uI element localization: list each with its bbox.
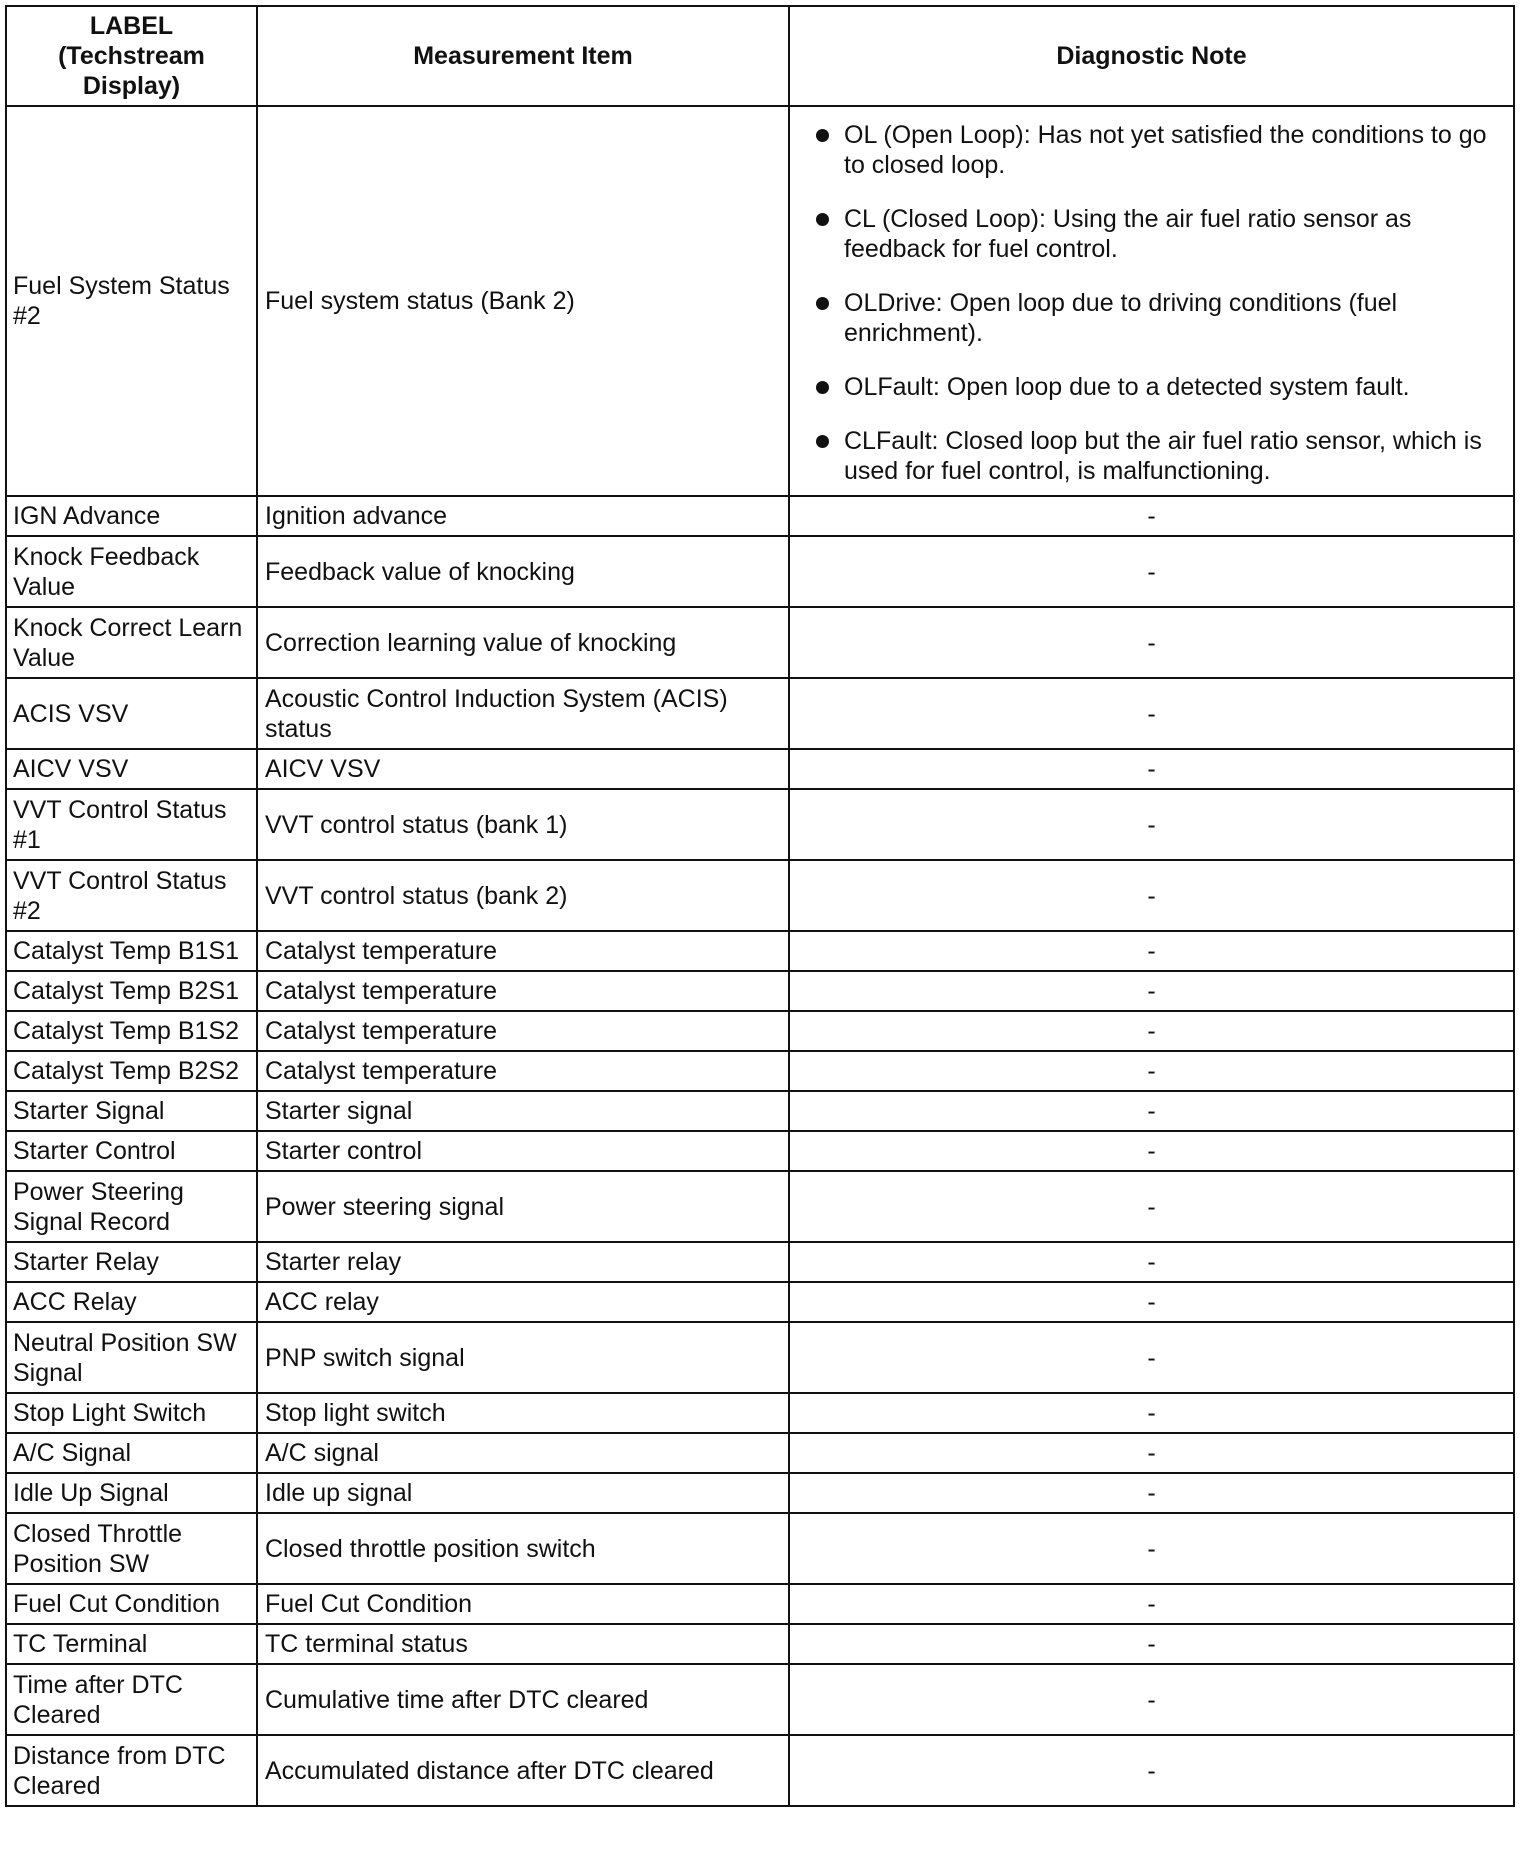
row-label: ACIS VSV — [6, 678, 257, 749]
row-label: Fuel System Status #2 — [6, 106, 257, 496]
row-label: Starter Control — [6, 1131, 257, 1171]
row-measurement-item: Accumulated distance after DTC cleared — [257, 1735, 789, 1806]
row-label: Closed Throttle Position SW — [6, 1513, 257, 1584]
row-diagnostic-note: - — [789, 1584, 1514, 1624]
header-label — [6, 6, 257, 106]
row-measurement-item: VVT control status (bank 2) — [257, 860, 789, 931]
row-label: Distance from DTC Cleared — [6, 1735, 257, 1806]
table-row — [6, 931, 1514, 971]
row-label: Catalyst Temp B1S1 — [6, 931, 257, 971]
note-bullet-olfault: OLFault: Open loop due to a detected system fault. — [814, 372, 1503, 402]
table-row — [6, 749, 1514, 789]
table-row — [6, 1242, 1514, 1282]
table-row — [6, 1051, 1514, 1091]
table-row — [6, 1513, 1514, 1584]
row-label: A/C Signal — [6, 1433, 257, 1473]
table-row — [6, 607, 1514, 678]
note-bullet-oldrive: OLDrive: Open loop due to driving conditions (fuel enrichment). — [814, 288, 1503, 348]
table-row — [6, 536, 1514, 607]
row-diagnostic-note: - — [789, 860, 1514, 931]
table-row — [6, 1131, 1514, 1171]
note-bullet-cl: CL (Closed Loop): Using the air fuel ratio sensor as feedback for fuel control. — [814, 204, 1503, 264]
row-measurement-item: PNP switch signal — [257, 1322, 789, 1393]
table-row — [6, 496, 1514, 536]
table-row — [6, 1433, 1514, 1473]
row-diagnostic-note: - — [789, 1011, 1514, 1051]
row-diagnostic-note: - — [789, 678, 1514, 749]
table-row — [6, 1624, 1514, 1664]
row-measurement-item: Ignition advance — [257, 496, 789, 536]
row-measurement-item: Power steering signal — [257, 1171, 789, 1242]
row-label: Knock Correct Learn Value — [6, 607, 257, 678]
row-diagnostic-note: - — [789, 1171, 1514, 1242]
data-list-table-wrapper — [5, 5, 1515, 1807]
row-label: Fuel Cut Condition — [6, 1584, 257, 1624]
row-measurement-item: VVT control status (bank 1) — [257, 789, 789, 860]
header-measurement-item: Measurement Item — [257, 6, 789, 106]
row-measurement-item: Catalyst temperature — [257, 971, 789, 1011]
row-measurement-item: Catalyst temperature — [257, 1051, 789, 1091]
bullet-dot-icon — [816, 381, 829, 394]
row-measurement-item: Closed throttle position switch — [257, 1513, 789, 1584]
table-row — [6, 1393, 1514, 1433]
row-diagnostic-note: - — [789, 1433, 1514, 1473]
row-label: Time after DTC Cleared — [6, 1664, 257, 1735]
row-diagnostic-note: - — [789, 1473, 1514, 1513]
row-diagnostic-note: - — [789, 1091, 1514, 1131]
row-diagnostic-note: - — [789, 1322, 1514, 1393]
bullet-dot-icon — [816, 213, 829, 226]
row-label: IGN Advance — [6, 496, 257, 536]
table-row — [6, 1473, 1514, 1513]
row-measurement-item: AICV VSV — [257, 749, 789, 789]
header-label-text: LABEL (Techstream Display) — [58, 12, 205, 100]
table-row — [6, 971, 1514, 1011]
row-label: TC Terminal — [6, 1624, 257, 1664]
row-diagnostic-note: - — [789, 749, 1514, 789]
row-label: Idle Up Signal — [6, 1473, 257, 1513]
bullet-dot-icon — [816, 129, 829, 142]
row-label: Starter Relay — [6, 1242, 257, 1282]
row-diagnostic-note: - — [789, 1051, 1514, 1091]
row-measurement-item: Idle up signal — [257, 1473, 789, 1513]
table-row — [6, 1735, 1514, 1806]
bullet-dot-icon — [816, 297, 829, 310]
row-label: Stop Light Switch — [6, 1393, 257, 1433]
row-measurement-item: Cumulative time after DTC cleared — [257, 1664, 789, 1735]
row-measurement-item: Catalyst temperature — [257, 931, 789, 971]
row-diagnostic-note: - — [789, 931, 1514, 971]
data-list-table — [5, 5, 1515, 1807]
note-bullet-list — [814, 120, 1503, 486]
row-label: Catalyst Temp B2S1 — [6, 971, 257, 1011]
row-diagnostic-note: - — [789, 1393, 1514, 1433]
row-measurement-item: Stop light switch — [257, 1393, 789, 1433]
row-measurement-item: Starter signal — [257, 1091, 789, 1131]
row-label: Power Steering Signal Record — [6, 1171, 257, 1242]
table-row-fuel-system-status — [6, 106, 1514, 496]
row-measurement-item: Feedback value of knocking — [257, 536, 789, 607]
table-body — [6, 106, 1514, 1806]
row-diagnostic-note: - — [789, 1242, 1514, 1282]
row-label: AICV VSV — [6, 749, 257, 789]
row-diagnostic-note: - — [789, 1131, 1514, 1171]
row-diagnostic-note — [789, 106, 1514, 496]
row-measurement-item: Starter control — [257, 1131, 789, 1171]
row-diagnostic-note: - — [789, 1282, 1514, 1322]
table-row — [6, 1584, 1514, 1624]
row-diagnostic-note: - — [789, 496, 1514, 536]
row-label: Neutral Position SW Signal — [6, 1322, 257, 1393]
note-bullet-ol: OL (Open Loop): Has not yet satisfied the conditions to go to closed loop. — [814, 120, 1503, 180]
row-label: VVT Control Status #2 — [6, 860, 257, 931]
row-measurement-item: Acoustic Control Induction System (ACIS) status — [257, 678, 789, 749]
table-row — [6, 1091, 1514, 1131]
table-row — [6, 678, 1514, 749]
table-row — [6, 1282, 1514, 1322]
row-diagnostic-note: - — [789, 1624, 1514, 1664]
table-row — [6, 1322, 1514, 1393]
table-row — [6, 789, 1514, 860]
row-diagnostic-note: - — [789, 536, 1514, 607]
row-label: Catalyst Temp B1S2 — [6, 1011, 257, 1051]
row-diagnostic-note: - — [789, 1735, 1514, 1806]
row-label: Catalyst Temp B2S2 — [6, 1051, 257, 1091]
row-measurement-item: A/C signal — [257, 1433, 789, 1473]
row-diagnostic-note: - — [789, 789, 1514, 860]
row-label: Starter Signal — [6, 1091, 257, 1131]
row-label: ACC Relay — [6, 1282, 257, 1322]
table-row — [6, 1664, 1514, 1735]
row-measurement-item: Fuel system status (Bank 2) — [257, 106, 789, 496]
row-measurement-item: Catalyst temperature — [257, 1011, 789, 1051]
row-diagnostic-note: - — [789, 1513, 1514, 1584]
row-measurement-item: Starter relay — [257, 1242, 789, 1282]
row-measurement-item: TC terminal status — [257, 1624, 789, 1664]
header-diagnostic-note: Diagnostic Note — [789, 6, 1514, 106]
bullet-dot-icon — [816, 435, 829, 448]
row-measurement-item: Fuel Cut Condition — [257, 1584, 789, 1624]
table-row — [6, 860, 1514, 931]
table-row — [6, 1011, 1514, 1051]
table-row — [6, 1171, 1514, 1242]
row-diagnostic-note: - — [789, 971, 1514, 1011]
row-label: Knock Feedback Value — [6, 536, 257, 607]
row-label: VVT Control Status #1 — [6, 789, 257, 860]
row-measurement-item: ACC relay — [257, 1282, 789, 1322]
row-measurement-item: Correction learning value of knocking — [257, 607, 789, 678]
row-diagnostic-note: - — [789, 1664, 1514, 1735]
note-bullet-clfault: CLFault: Closed loop but the air fuel ratio sensor, which is used for fuel control, is malfunctioning. — [814, 426, 1503, 486]
row-diagnostic-note: - — [789, 607, 1514, 678]
header-row — [6, 6, 1514, 106]
